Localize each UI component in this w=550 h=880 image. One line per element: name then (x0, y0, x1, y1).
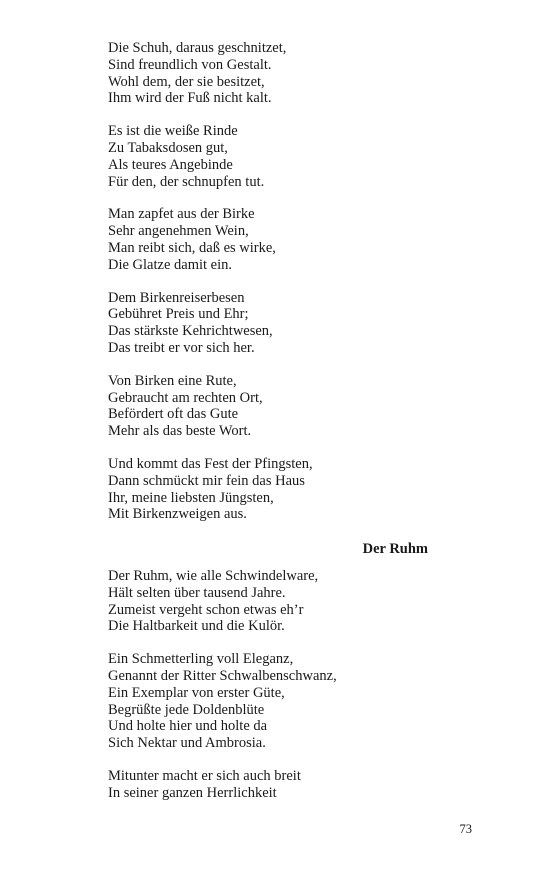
stanza (108, 373, 468, 440)
verse-line: Gebraucht am rechten Ort, (108, 389, 263, 406)
verse-line: Für den, der schnupfen tut. (108, 173, 265, 190)
verse-line: Der Ruhm, wie alle Schwindelware, (108, 567, 319, 584)
stanza (108, 290, 468, 357)
verse-line: Zu Tabaksdosen gut, (108, 139, 228, 156)
verse-line: Zumeist vergeht schon etwas eh’r (108, 601, 304, 618)
verse-line: Von Birken eine Rute, (108, 372, 237, 389)
verse-line: Hält selten über tausend Jahre. (108, 584, 286, 601)
verse-line: Das stärkste Kehrichtwesen, (108, 323, 273, 340)
verse-line: Genannt der Ritter Schwalbenschwanz, (108, 667, 337, 684)
verse-line: Sich Nektar und Ambrosia. (108, 735, 266, 752)
stanza (108, 768, 468, 802)
verse-line: Wohl dem, der sie besitzet, (108, 73, 265, 90)
verse-line: Ein Exemplar von erster Güte, (108, 684, 285, 701)
verse-line: Mit Birkenzweigen aus. (108, 506, 247, 523)
stanza (108, 651, 468, 752)
verse-line: Dann schmückt mir fein das Haus (108, 472, 305, 489)
verse-line: In seiner ganzen Herrlichkeit (108, 784, 277, 801)
verse-line: Man reibt sich, daß es wirke, (108, 239, 276, 256)
verse-line: Ein Schmetterling voll Eleganz, (108, 651, 294, 668)
verse-line: Und kommt das Fest der Pfingsten, (108, 455, 313, 472)
verse-line: Ihr, meine liebsten Jüngsten, (108, 489, 274, 506)
poem-birke (108, 40, 468, 523)
stanza (108, 40, 468, 107)
verse-line: Dem Birkenreiserbesen (108, 289, 245, 306)
verse-line: Die Haltbarkeit und die Kulör. (108, 618, 285, 635)
text-column (108, 40, 468, 817)
verse-line: Sind freundlich von Gestalt. (108, 56, 272, 73)
verse-line: Und holte hier und holte da (108, 718, 268, 735)
verse-line: Das treibt er vor sich her. (108, 339, 255, 356)
stanza (108, 568, 468, 635)
verse-line: Befördert oft das Gute (108, 406, 239, 423)
poem-title: Der Ruhm (362, 541, 428, 558)
page-number: 73 (459, 822, 472, 836)
verse-line: Mehr als das beste Wort. (108, 423, 252, 440)
verse-line: Ihm wird der Fuß nicht kalt. (108, 90, 272, 107)
verse-line: Es ist die weiße Rinde (108, 123, 238, 140)
stanza (108, 206, 468, 273)
verse-line: Als teures Angebinde (108, 156, 233, 173)
stanza (108, 456, 468, 523)
verse-line: Sehr angenehmen Wein, (108, 223, 249, 240)
verse-line: Mitunter macht er sich auch breit (108, 767, 301, 784)
stanza (108, 123, 468, 190)
verse-line: Gebühret Preis und Ehr; (108, 306, 249, 323)
verse-line: Begrüßte jede Doldenblüte (108, 701, 265, 718)
verse-line: Die Glatze damit ein. (108, 256, 233, 273)
poem-der-ruhm (108, 568, 468, 802)
verse-line: Man zapfet aus der Birke (108, 206, 255, 223)
verse-line: Die Schuh, daraus geschnitzet, (108, 40, 287, 56)
